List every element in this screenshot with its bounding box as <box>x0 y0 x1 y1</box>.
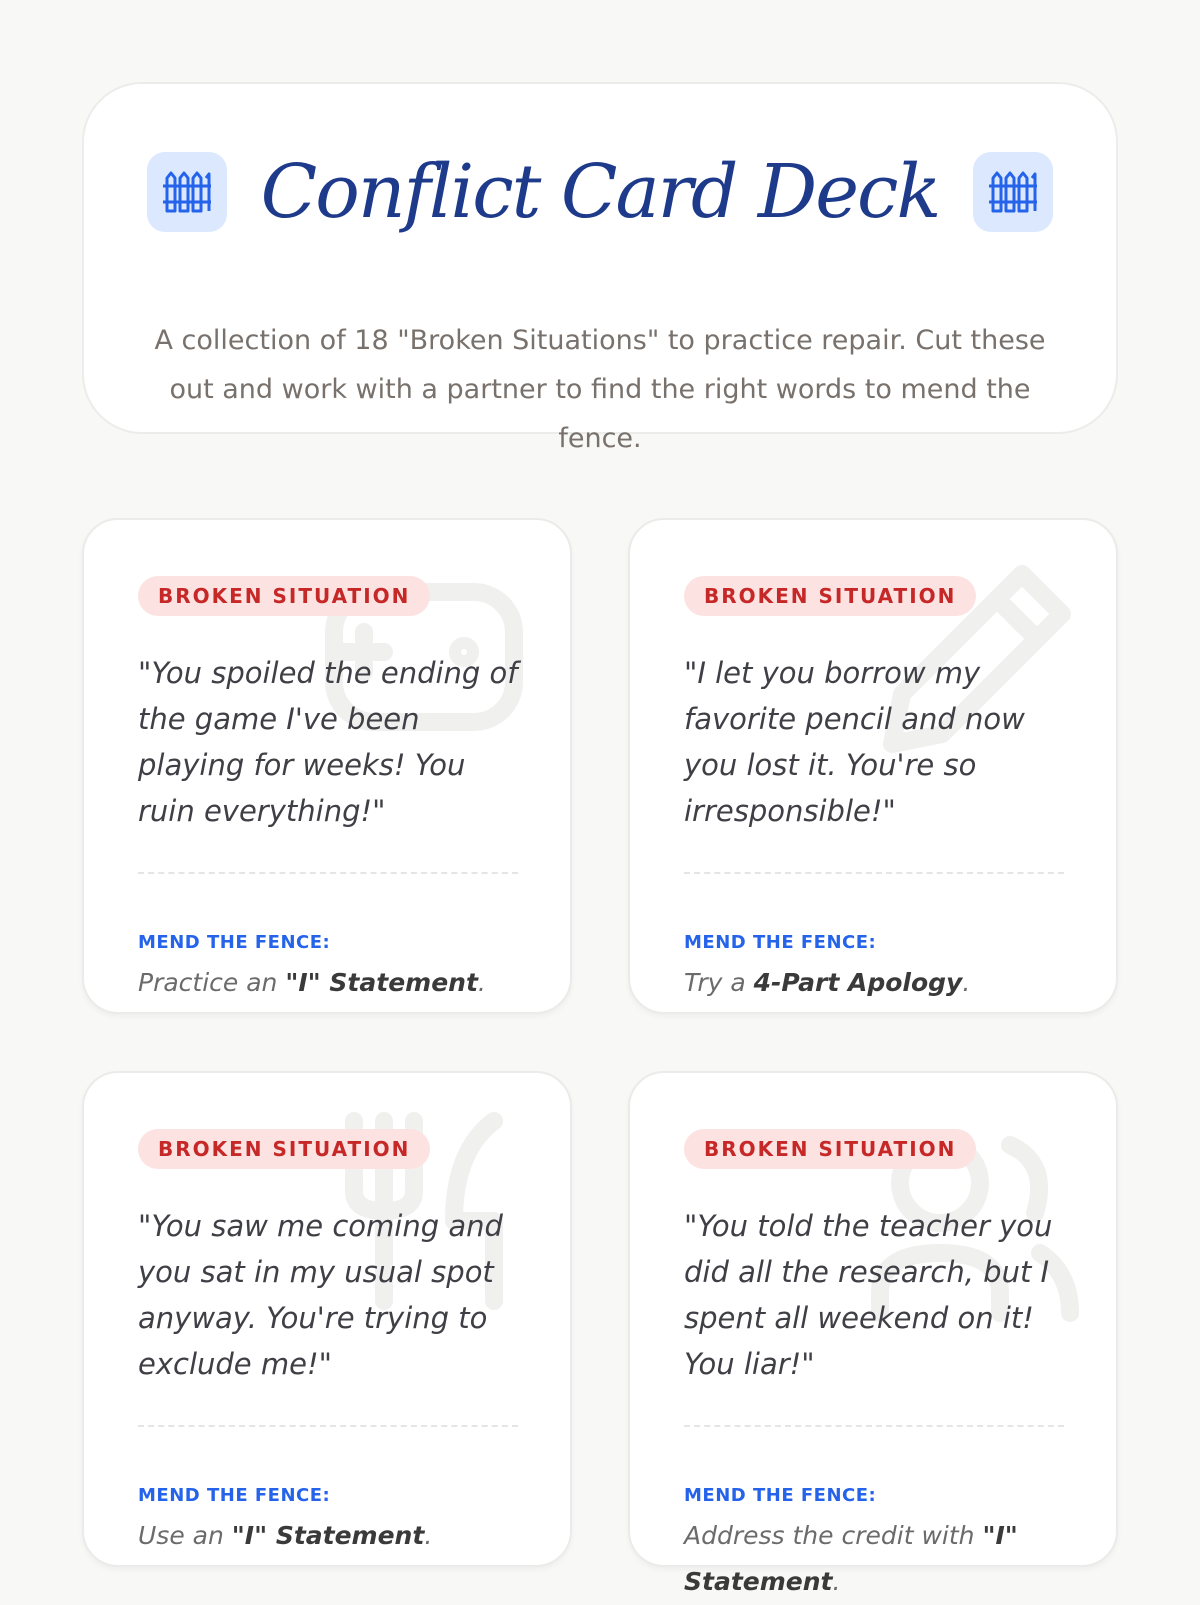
badge-broken-situation: BROKEN SITUATION <box>138 576 430 616</box>
situation-quote: "You spoiled the ending of the game I've been playing for weeks! You ruin everything!" <box>138 656 518 828</box>
mend-technique: "I" Statement <box>285 968 478 997</box>
card-divider <box>138 1425 518 1427</box>
mend-tip <box>684 960 1074 1006</box>
mend-tip <box>138 960 528 1006</box>
mend-technique: 4-Part Apology <box>753 968 963 997</box>
card-divider <box>138 872 518 874</box>
mend-tip <box>684 1513 1074 1605</box>
mend-prefix: Practice an <box>138 968 286 997</box>
card-divider <box>684 1425 1064 1427</box>
title-row <box>84 136 1116 248</box>
page-title: Conflict Card Deck <box>260 149 940 235</box>
mend-label: MEND THE FENCE: <box>684 1485 877 1506</box>
header-card <box>82 82 1118 454</box>
fence-icon <box>973 152 1053 232</box>
mend-prefix: Try a <box>684 968 754 997</box>
conflict-card <box>628 518 1118 1014</box>
badge-broken-situation: BROKEN SITUATION <box>684 1129 976 1169</box>
mend-suffix: . <box>962 968 971 997</box>
badge-broken-situation: BROKEN SITUATION <box>684 576 976 616</box>
conflict-card <box>82 518 572 1014</box>
fence-icon <box>147 152 227 232</box>
page-subtitle: A collection of 18 "Broken Situations" to practice repair. Cut these out and work with a partner to find the right words to mend the fence. <box>154 325 1046 454</box>
mend-label: MEND THE FENCE: <box>684 932 877 953</box>
badge-broken-situation: BROKEN SITUATION <box>138 1129 430 1169</box>
mend-suffix: . <box>477 968 486 997</box>
mend-suffix: . <box>424 1521 433 1550</box>
mend-suffix: . <box>832 1567 841 1596</box>
mend-prefix: Address the credit with <box>684 1521 983 1550</box>
card-divider <box>684 872 1064 874</box>
mend-tip <box>138 1513 528 1559</box>
conflict-card <box>82 1071 572 1567</box>
situation-quote: "I let you borrow my favorite pencil and now you lost it. You're so irresponsible!" <box>684 656 1025 828</box>
conflict-card <box>628 1071 1118 1596</box>
mend-label: MEND THE FENCE: <box>138 1485 331 1506</box>
situation-quote: "You saw me coming and you sat in my usual spot anyway. You're trying to exclude me!" <box>138 1209 503 1381</box>
mend-technique: "I" Statement <box>684 1521 1018 1596</box>
mend-label: MEND THE FENCE: <box>138 932 331 953</box>
mend-technique: "I" Statement <box>231 1521 425 1550</box>
situation-quote: "You told the teacher you did all the research, but I spent all weekend on it! You liar!" <box>684 1209 1053 1381</box>
mend-prefix: Use an <box>138 1521 232 1550</box>
